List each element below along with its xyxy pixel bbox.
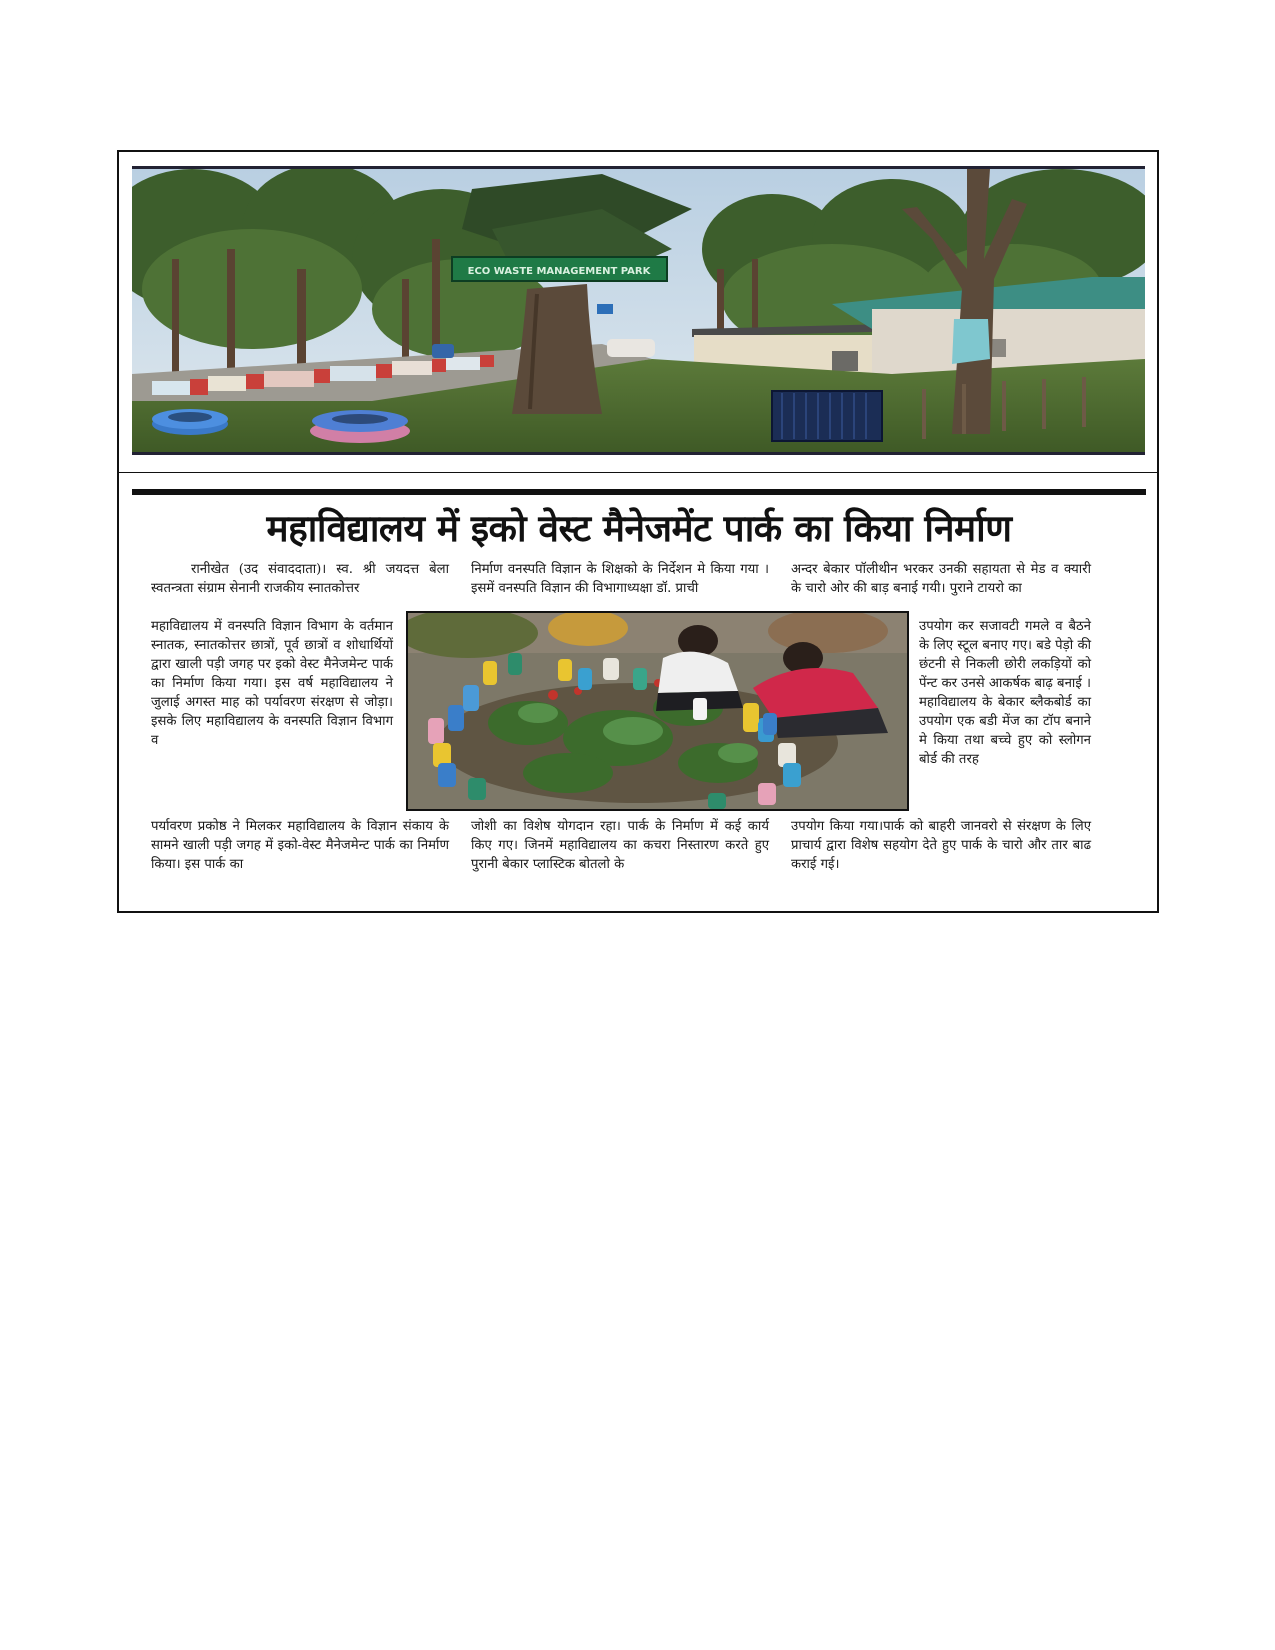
park-photo-illustration <box>132 169 1145 452</box>
column-2-bottom <box>471 817 769 874</box>
column-1-bottom-text: पर्यावरण प्रकोष्ठ ने मिलकर महाविद्यालय के विज्ञान संकाय के सामने खाली पड़ी जगह में इको-वेस्ट मैनेजमेन्ट पार्क का निर्माण किया। इस पार्क का <box>151 819 449 872</box>
news-clipping-frame <box>117 150 1159 913</box>
column-3-side <box>919 617 1091 769</box>
column-3-bottom <box>791 817 1091 874</box>
students-garden-illustration <box>408 613 907 809</box>
column-1-top <box>151 560 449 598</box>
column-1-top-text: रानीखेत (उद संवाददाता)। स्व. श्री जयदत्त बेला स्वतन्त्रता संग्राम सेनानी राजकीय स्नातकोत्तर <box>151 562 449 596</box>
park-photo <box>132 166 1145 455</box>
column-1-side <box>151 617 393 750</box>
column-3-top <box>791 560 1091 598</box>
headline-rule <box>132 489 1146 495</box>
headline: महाविद्यालय में इको वेस्ट मैनेजमेंट पार्क का किया निर्माण <box>266 507 1012 550</box>
column-1-side-text: महाविद्यालय में वनस्पति विज्ञान विभाग के वर्तमान स्नातक, स्नातकोत्तर छात्रों, पूर्व छात्रों व शोधार्थियों द्वारा खाली पड़ी जगह पर इको वेस्ट मैनेजमेन्ट पार्क का निर्माण किया गया। इस वर्ष महाविद्यालय ने जुलाई अगस्त माह को पर्यावरण संरक्षण से जोड़ा।इसके लिए महाविद्यालय के वनस्पति विज्ञान विभाग व <box>151 619 393 748</box>
students-garden-photo <box>406 611 909 811</box>
section-divider <box>119 472 1157 473</box>
column-1-bottom <box>151 817 449 874</box>
column-2-top-text: निर्माण वनस्पति विज्ञान के शिक्षको के निर्देशन मे किया गया । इसमें वनस्पति विज्ञान की विभागाध्यक्षा डॉ. प्राची <box>471 562 769 596</box>
park-sign: ECO WASTE MANAGEMENT PARK <box>467 266 651 277</box>
column-3-bottom-text: उपयोग किया गया।पार्क को बाहरी जानवरो से संरक्षण के लिए प्राचार्य द्वारा विशेष सहयोग देते हुए पार्क के चारो और तार बाढ कराई गई। <box>791 819 1091 872</box>
column-2-bottom-text: जोशी का विशेष योगदान रहा। पार्क के निर्माण में कई कार्य किए गए। जिनमें महाविद्यालय का कचरा निस्तारण करते हुए पुरानी बेकार प्लास्टिक बोतलो के <box>471 819 769 872</box>
column-3-side-text: उपयोग कर सजावटी गमले व बैठने के लिए स्टूल बनाए गए। बडे पेड़ो की छंटनी से निकली छोरी लकड़ियों को पेंन्ट कर उनसे आकर्षक बाढ़ बनाई ।महाविद्यालय के बेकार ब्लैकबोर्ड का उपयोग एक बडी मेंज का टॉप बनाने मे किया तथा बच्चे हुए को स्लोगन बोर्ड की तरह <box>919 619 1091 767</box>
column-3-top-text: अन्दर बेकार पॉलीथीन भरकर उनकी सहायता से मेड व क्यारी के चारो ओर की बाड़ बनाई गयी। पुराने टायरो का <box>791 562 1091 596</box>
column-2-top <box>471 560 769 598</box>
